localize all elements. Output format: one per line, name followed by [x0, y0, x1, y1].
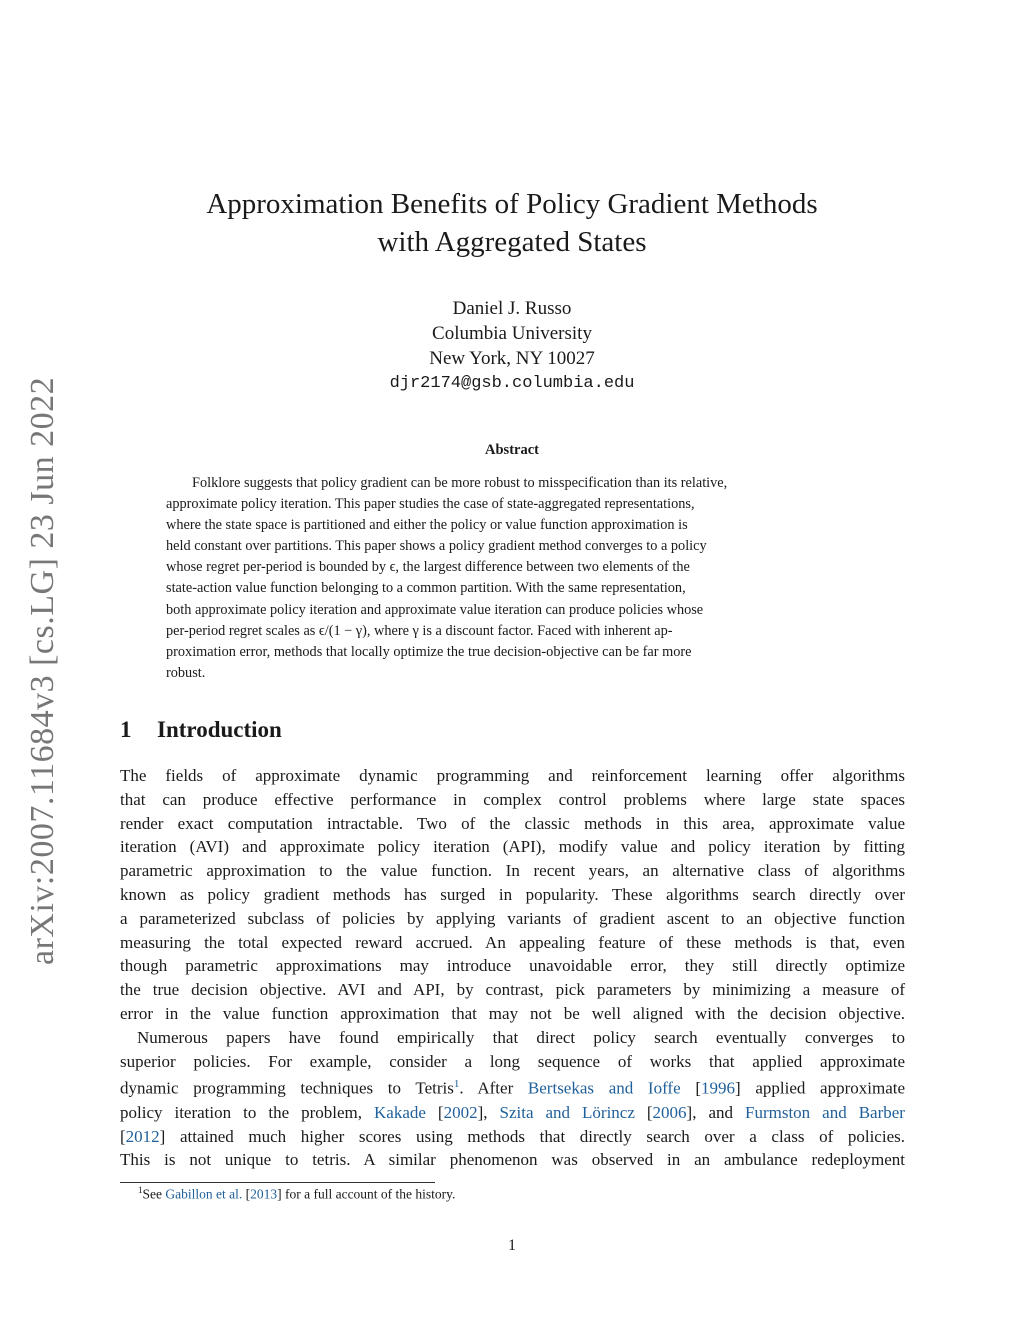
footnote-divider — [120, 1182, 435, 1183]
body-line: the true decision objective. AVI and API, by contrast, pick parameters by minimizing a measure of — [120, 980, 905, 1000]
body-text: ] applied approximate — [734, 1079, 906, 1099]
abstract-line: state-action value function belonging to a common partition. With the same representation, — [166, 580, 686, 597]
paper-title — [120, 185, 904, 261]
footnote-number: 1 — [138, 1185, 143, 1195]
abstract-line: whose regret per-period is bounded by ϵ, the largest difference between two elements of the — [166, 559, 690, 576]
abstract-line: both approximate policy iteration and approximate value iteration can produce policies whose — [166, 601, 704, 618]
body-line: iteration (AVI) and approximate policy iteration (API), modify value and policy iteration by fitting — [120, 837, 905, 857]
author-name: Daniel J. Russo — [452, 298, 572, 319]
abstract-line: approximate policy iteration. This paper studies the case of state-aggregated representations, — [166, 496, 695, 513]
body-line: measuring the total expected reward accrued. An appealing feature of these methods is that, even — [120, 932, 905, 952]
citation-kakade[interactable]: Kakade — [374, 1102, 426, 1122]
title-line-1: Approximation Benefits of Policy Gradient Methods — [206, 188, 818, 220]
section-title: Introduction — [157, 717, 282, 742]
citation-gabillon[interactable]: Gabillon et al. — [165, 1186, 243, 1202]
abstract-line: held constant over partitions. This paper shows a policy gradient method converges to a policy — [166, 538, 707, 555]
abstract-line: proximation error, methods that locally optimize the true decision-objective can be far more — [166, 643, 692, 660]
body-line: parametric approximation to the value function. In recent years, an alternative class of algorithms — [120, 861, 905, 881]
abstract-line: per-period regret scales as ϵ/(1 − γ), where γ is a discount factor. Faced with inherent ap- — [166, 622, 673, 639]
author-affiliation: Columbia University — [432, 323, 592, 344]
body-line: though parametric approximations may introduce unavoidable error, they still directly optimize — [120, 956, 905, 976]
citation-szita-lorincz[interactable]: Szita and Lörincz — [499, 1102, 635, 1122]
citation-year-2013[interactable]: 2013 — [250, 1186, 278, 1202]
body-line: Numerous papers have found empirically that direct policy search eventually converges to — [137, 1027, 905, 1047]
page-number: 1 — [508, 1237, 516, 1254]
citation-furmston-barber[interactable]: Furmston and Barber — [745, 1102, 905, 1122]
body-line: a parameterized subclass of policies by applying variants of gradient ascent to an objective function — [120, 908, 905, 928]
abstract-heading: Abstract — [485, 442, 539, 458]
body-line: that can produce effective performance in complex control problems where large state spaces — [120, 789, 905, 809]
body-line: This is not unique to tetris. A similar phenomenon was observed in an ambulance redeployment — [120, 1150, 905, 1170]
body-line: known as policy gradient methods has surged in popularity. These algorithms search directly over — [120, 884, 905, 904]
section-heading — [120, 717, 282, 743]
body-text: ] attained much higher scores using methods that directly search over a class of policies. — [159, 1126, 905, 1146]
body-line: error in the value function approximation that may not be well aligned with the decision objective. — [120, 1003, 905, 1023]
body-line: dynamic programming techniques to Tetris$^1$. After Bertsekas and Ioffe [1996] applied approximate — [120, 1078, 906, 1099]
abstract-text — [166, 473, 860, 684]
body-line: The fields of approximate dynamic programming and reinforcement learning offer algorithms — [120, 766, 905, 785]
footnote-text: ] for a full account of the history. — [277, 1186, 456, 1202]
body-line: superior policies. For example, consider a long sequence of works that applied approximate — [120, 1051, 905, 1071]
author-location: New York, NY 10027 — [429, 348, 595, 369]
abstract-line: Folklore suggests that policy gradient can be more robust to misspecification than its relative, — [192, 475, 728, 491]
body-line: policy iteration to the problem, Kakade [2002], Szita and Lörincz [2006], and Furmston and Barber — [120, 1102, 905, 1122]
footnote-text: See — [142, 1186, 166, 1202]
citation-year-2012[interactable]: 2012 — [125, 1126, 160, 1146]
author-block — [120, 296, 904, 396]
citation-bertsekas-ioffe[interactable]: Bertsekas and Ioffe — [527, 1079, 681, 1099]
author-email[interactable]: djr2174@gsb.columbia.edu — [389, 374, 635, 393]
body-text: . After — [459, 1079, 528, 1099]
footnote-marker[interactable]: 1 — [453, 1078, 460, 1091]
arxiv-identifier: arXiv:2007.11684v3 [cs.LG] 23 Jun 2022 — [24, 376, 61, 965]
citation-year-2006[interactable]: 2006 — [652, 1102, 687, 1122]
body-text: policy iteration to the problem, — [120, 1102, 375, 1122]
title-line-2: with Aggregated States — [377, 226, 647, 258]
body-line: [2012] attained much higher scores using methods that directly search over a class of policies. — [120, 1126, 905, 1146]
body-text: dynamic programming techniques to Tetris — [120, 1079, 454, 1099]
body-line: render exact computation intractable. Two of the classic methods in this area, approximate value — [120, 813, 905, 833]
footnote: $^1$See Gabillon et al. [2013] for a full account of the history. — [138, 1185, 456, 1202]
section-number: 1 — [120, 717, 132, 742]
citation-year-2002[interactable]: 2002 — [443, 1102, 478, 1122]
introduction-body — [120, 764, 905, 1172]
abstract-line: robust. — [166, 664, 206, 681]
abstract-line: where the state space is partitioned and either the policy or value function approximation is — [166, 517, 688, 534]
citation-year-1996[interactable]: 1996 — [700, 1079, 735, 1099]
